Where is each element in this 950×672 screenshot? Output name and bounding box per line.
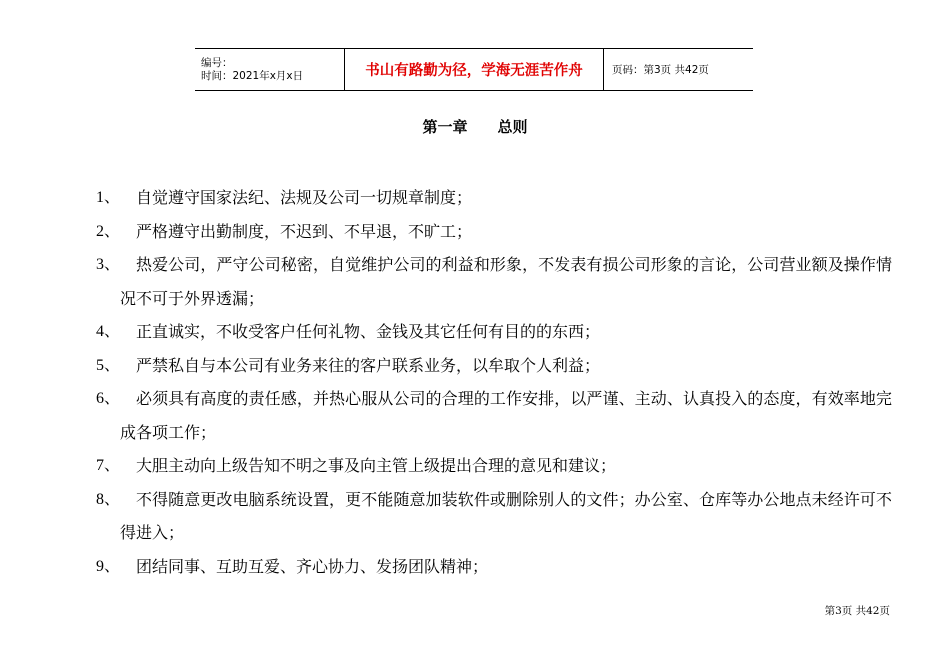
list-item [96, 449, 892, 483]
rule-text: 不得随意更改电脑系统设置，更不能随意加装软件或删除别人的文件；办公室、仓库等办公地点未经许可不得进入； [120, 489, 892, 542]
rule-number: 1、 [96, 189, 121, 206]
rule-text: 严禁私自与本公司有业务来往的客户联系业务，以牟取个人利益； [136, 355, 601, 375]
rule-number: 4、 [96, 323, 121, 340]
list-item [96, 483, 892, 550]
list-item [96, 382, 892, 449]
list-item [96, 215, 892, 249]
rule-text: 必须具有高度的责任感，并热心服从公司的合理的工作安排，以严谨、主动、认真投入的态度，有效率地完成各项工作； [120, 389, 892, 442]
rule-number: 5、 [96, 356, 121, 374]
list-item [96, 315, 892, 349]
rule-number: 9、 [96, 557, 121, 575]
rule-text: 严格遵守出勤制度，不迟到、不早退，不旷工； [136, 221, 473, 241]
rule-text: 热爱公司，严守公司秘密，自觉维护公司的利益和形象，不发表有损公司形象的言论，公司营业额及操作情况不可于外界透漏； [120, 255, 892, 308]
rule-text: 自觉遵守国家法纪、法规及公司一切规章制度； [136, 188, 473, 207]
rule-number: 2、 [96, 222, 121, 240]
list-item [96, 349, 892, 383]
rule-text: 正直诚实，不收受客户任何礼物、金钱及其它任何有目的的东西； [136, 322, 601, 341]
list-item [96, 181, 892, 215]
rule-number: 3、 [96, 256, 121, 273]
date-label: 时间：2021年x月x日 [201, 69, 304, 82]
serial-number-label: 编号： [201, 56, 233, 69]
document-header [195, 48, 753, 91]
header-meta-cell [195, 49, 345, 91]
list-item [96, 550, 892, 584]
rule-number: 8、 [96, 490, 121, 508]
rule-text: 团结同事、互助互爱、齐心协力、发扬团队精神； [136, 556, 489, 576]
header-motto: 书山有路勤为径，学海无涯苦作舟 [345, 49, 604, 91]
footer-page-number: 第3页 共42页 [824, 605, 890, 617]
header-page-code: 页码：第3页 共42页 [604, 49, 754, 91]
rule-number: 7、 [96, 457, 121, 474]
chapter-title: 第一章 总则 [422, 118, 528, 136]
rule-number: 6、 [96, 390, 121, 407]
list-item [96, 248, 892, 315]
rule-text: 大胆主动向上级告知不明之事及向主管上级提出合理的意见和建议； [136, 456, 617, 475]
rules-list [96, 181, 892, 583]
